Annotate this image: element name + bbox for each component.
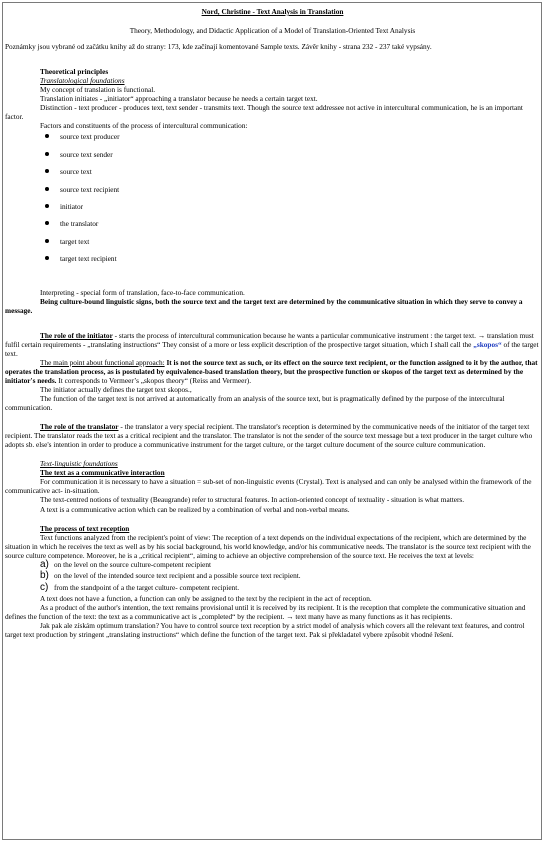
theory-line-2: Translation initiates - „initiator“ approaching a translator because he needs a certain target text. [40, 94, 318, 104]
level-text: from the standpoint of a the target culture- competent recipient. [54, 582, 240, 592]
initiator-text-end: of the target text. [5, 339, 539, 358]
distinction-paragraph: Distinction - text producer - produces text, text sender - transmits text. Though the source text addressee not active in intercultural communication, he is an important factor. [5, 103, 523, 122]
translator-label: The role of the translator [40, 422, 119, 432]
main-point-paragraph [5, 358, 540, 385]
level-item [5, 560, 540, 572]
reception-paragraph-4: Jak pak ale získám optimum translation? You have to control source text reception by a strict model of analysis which covers all the relevant text features, and control target text production by stringent „translating instructions“ which define the function of the target text. Pak si překladatel vybere způsobit vhodné řešení. [5, 621, 525, 640]
document-page [5, 4, 540, 640]
textlinguistic-paragraph-1: For communication it is necessary to have a situation = sub-set of non-linguistic events (Crystal). Text is analysed and can only be analysed within the framework of the communicative act- in-situation. [5, 477, 532, 496]
theory-line-1: My concept of translation is functional. [40, 85, 156, 95]
factor-item: the translator [5, 219, 540, 236]
document-subtitle: Theory, Methodology, and Didactic Application of a Model of Translation-Oriented Text Analysis [129, 26, 416, 36]
factor-item: source text recipient [5, 185, 540, 202]
skopos-term: „skopos“ [473, 339, 502, 349]
main-point-text: It is not the source text as such, or its effect on the source text recipient, or the function assigned to it by the author, that operates the translation process, as is postulated by equivalence-based translation theory, but the prospective function or skopos of the target text as determined by the initiator's needs. [5, 357, 538, 385]
level-marker: b) [40, 570, 49, 582]
document-title: Nord, Christine - Text Analysis in Translation [201, 7, 344, 16]
factor-item: initiator [5, 202, 540, 219]
factor-item: source text sender [5, 150, 540, 167]
level-item [5, 571, 540, 583]
target-function-paragraph: The function of the target text is not arrived at automatically from an analysis of the source text, but is pragmatically defined by the purpose of the intercultural communication. [5, 394, 505, 413]
factor-item: source text producer [5, 132, 540, 149]
factor-item: source text [5, 167, 540, 184]
initiator-text: - starts the process of intercultural communication because he wants a particular communicative instrument : the target text. → translation must fulfil certain requirements - „translating instructions“ They consist of a more or less explicit description of the prospective target situation, which I shall call the [5, 330, 534, 349]
intro-note: Poznámky jsou vybrané od začátku knihy až do strany: 173, kde začínají komentované Sample texts. Závěr knihy - strana 232 - 237 také vypsány. [5, 42, 432, 52]
textlinguistic-paragraph-3: A text is a communicative action which can be realized by a combination of verbal and non-verbal means. [40, 504, 350, 514]
factor-item: target text recipient [5, 254, 540, 271]
section-heading-theory: Theoretical principles [40, 67, 109, 77]
textlinguistic-paragraph-2: The text-centred notions of textuality (Beaugrande) refer to structural features. In action-oriented concept of textuality - situation is what matters. [40, 495, 465, 505]
translator-paragraph [5, 422, 540, 449]
culture-bound-paragraph: Being culture-bound linguistic signs, both the source text and the target text are determined by the communicative situation in which they serve to convey a message. [5, 296, 523, 315]
level-marker: c) [40, 581, 49, 593]
translator-text: - the translator a very special recipient. The translator's reception is determined by the communicative needs of the initiator of the target text recipient. The translator reads the text as a critical recipient and the translator. The translator is not the sender of the source text message but a text producer in the target culture who adopts sb. else's intention in order to produce a communicative instrument for the target culture, or the target culture document of the source culture communication. [5, 422, 533, 450]
main-point-label: The main point about functional approach: [40, 357, 165, 367]
factor-item: target text [5, 237, 540, 254]
factors-label: Factors and constituents of the process of intercultural communication: [40, 121, 248, 131]
subheading-textlinguistic: Text-linguistic foundations [40, 459, 118, 469]
subheading-translatological: Translatological foundations [40, 76, 125, 86]
initiator-paragraph [5, 331, 540, 358]
interpreting-line: Interpreting - special form of translation, face-to-face communication. [40, 287, 245, 297]
vermeer-reference: It corresponds to Vermeer’s „skopos theory“ (Reiss and Vermeer). [56, 375, 252, 385]
initiator-defines-line: The initiator actually defines the target text skopos., [40, 385, 192, 395]
reception-paragraph-1: Text functions analyzed from the recipient's point of view: The reception of a text depends on the individual expectations of the recipient, which are determined by the situation in which he receives the text as well as by his social background, his world knowledge, and/or his communicative needs. The translator is the source text recipient with the source culture competence. Moreover, he is a „critical recipient“, aiming to achieve an objective comprehension of the source text. He receives the text at levels: [5, 532, 531, 560]
reception-paragraph-2: A text does not have a function, a function can only be assigned to the text by the recipient in the act of reception. [40, 594, 372, 604]
initiator-label: The role of the initiator [40, 330, 113, 340]
reception-paragraph-3: As a product of the author's intention, the text remains provisional until it is received by its recipient. It is the reception that complete the communicative situation and defines the function of the text: the text as a communicative act is „completed“ by the recipient. → text many have as many functions as it has recipients. [5, 603, 526, 622]
level-marker: a) [40, 558, 49, 570]
section-heading-reception: The process of text reception [40, 523, 130, 533]
level-text: on the level on the source culture-competent recipient [54, 559, 212, 569]
level-item [5, 583, 540, 595]
subheading-communicative-interaction: The text as a communicative interaction [40, 468, 165, 478]
level-text: on the level of the intended source text recipient and a possible source text recipient. [54, 571, 301, 581]
factors-list [5, 132, 540, 271]
